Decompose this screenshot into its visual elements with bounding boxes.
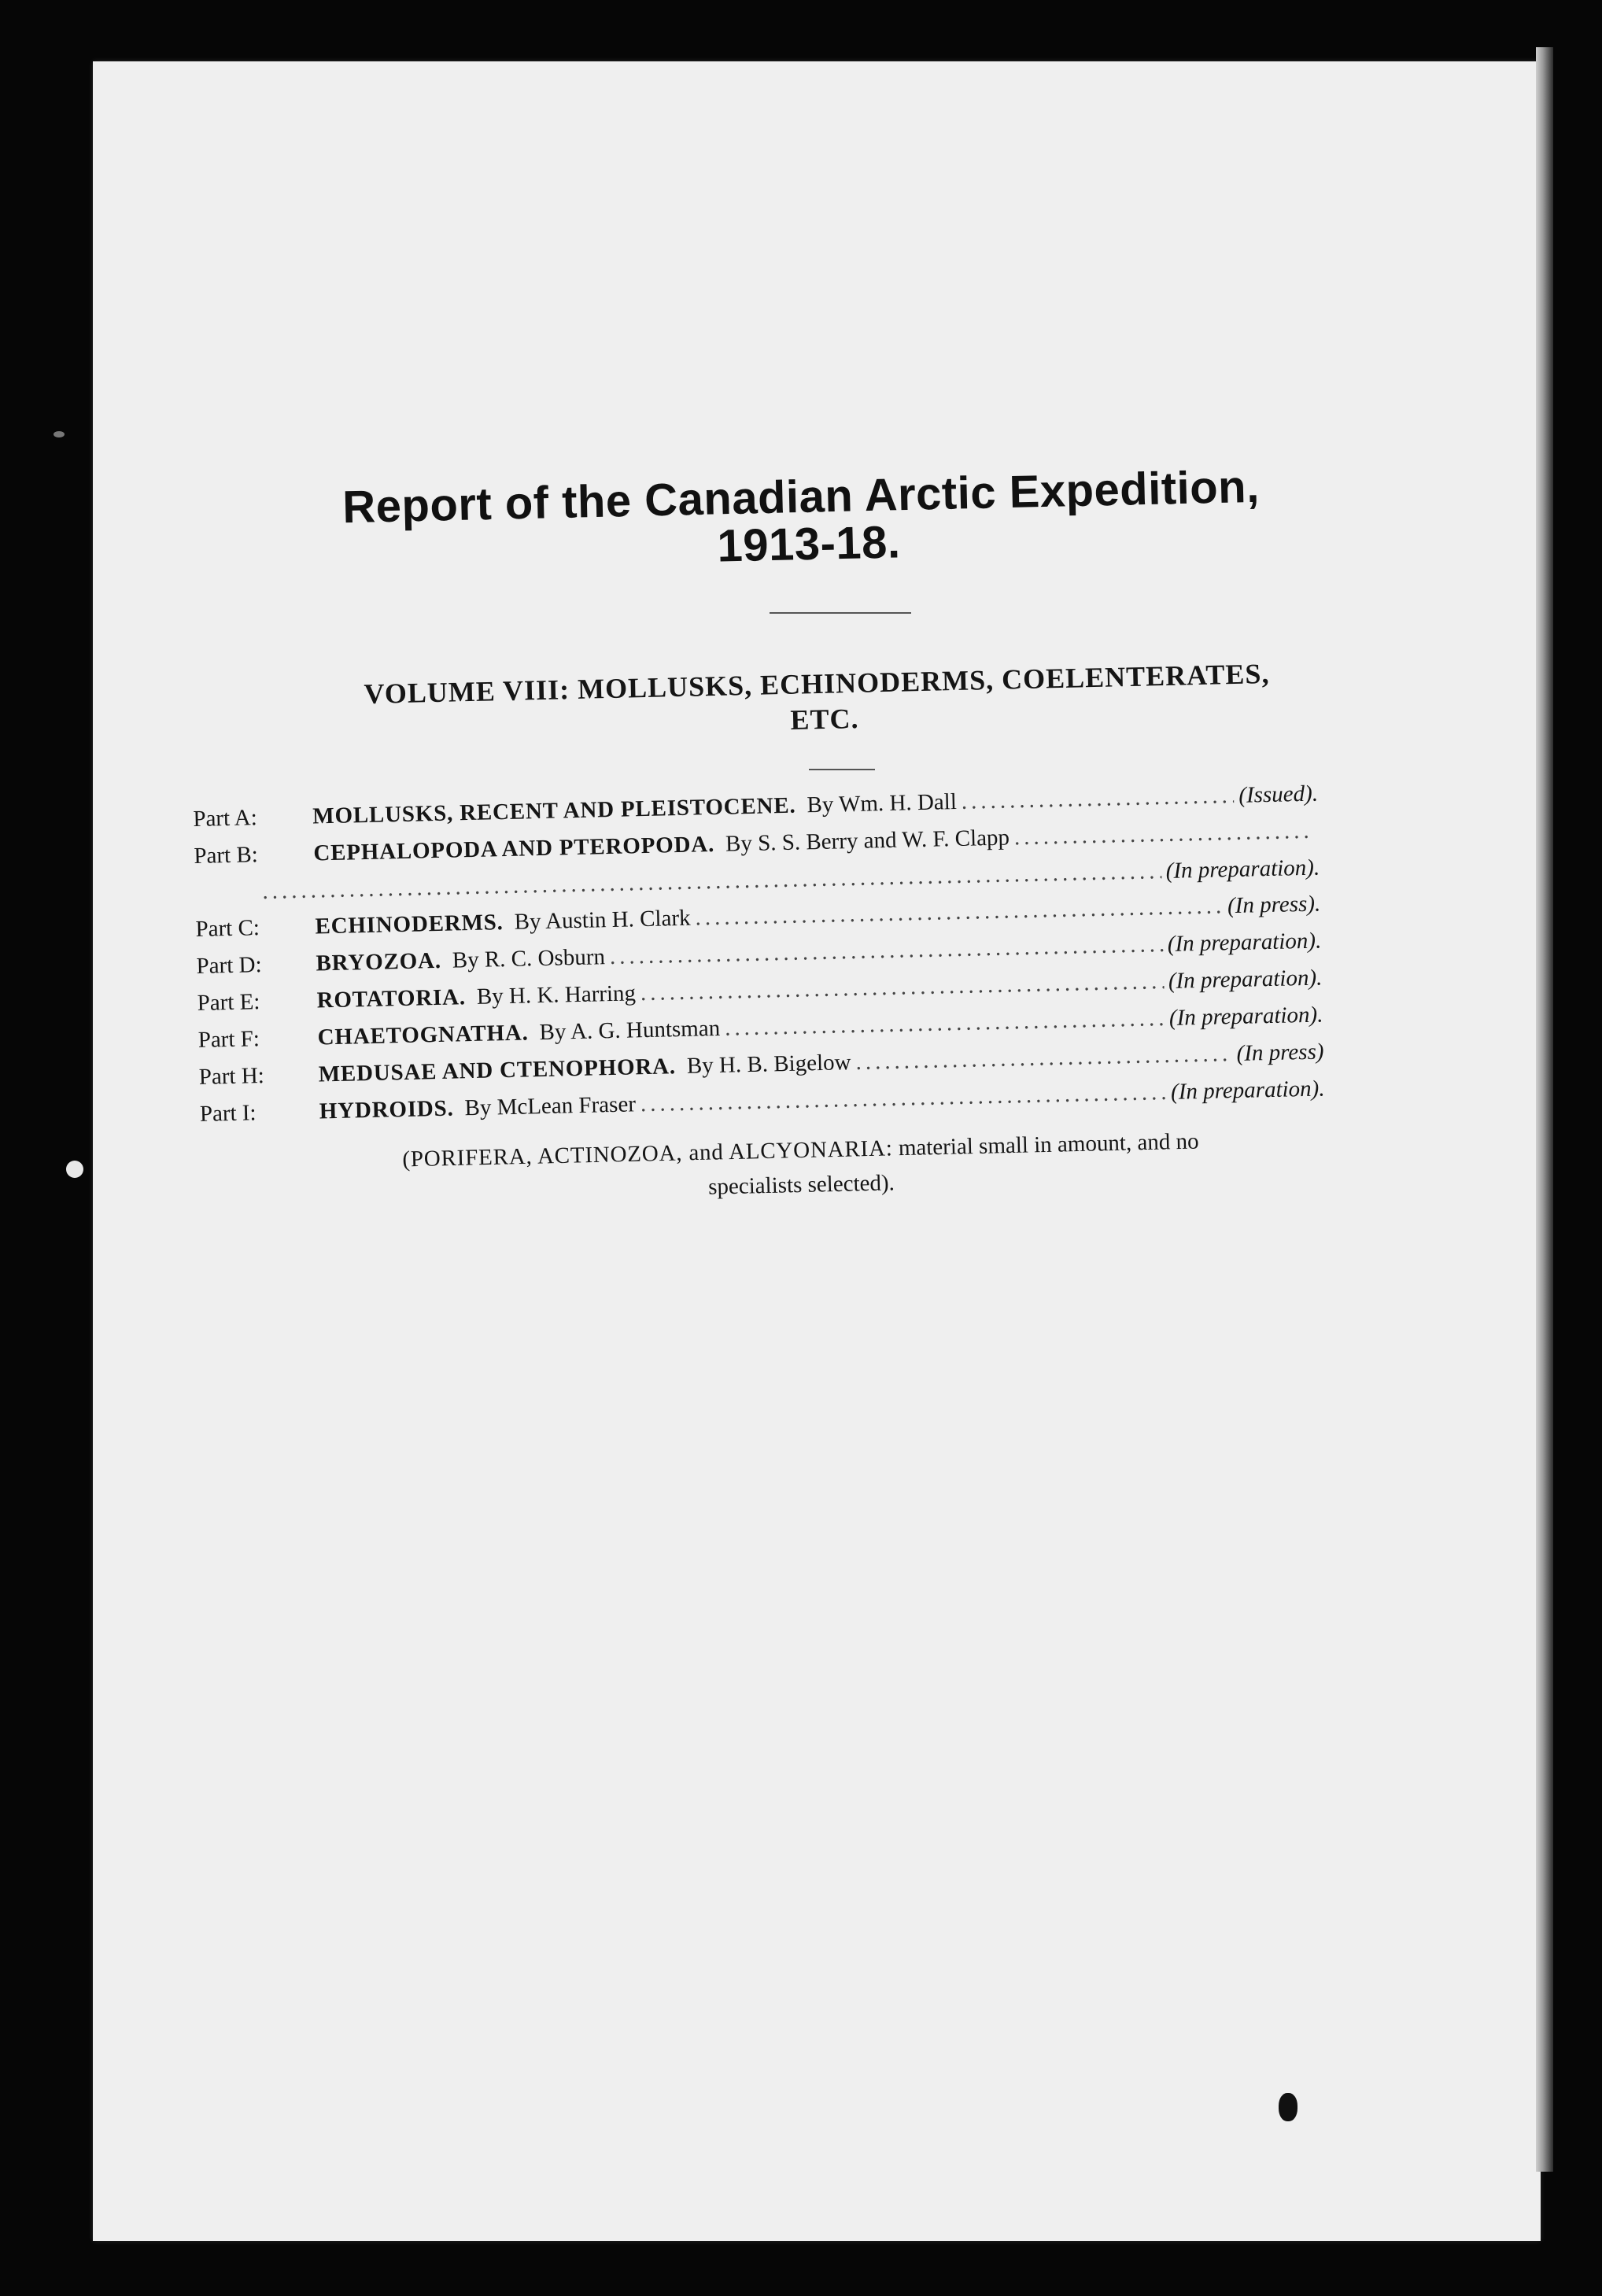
part-author: By Wm. H. Dall bbox=[807, 788, 958, 818]
title-line-2: 1913-18. bbox=[716, 516, 902, 572]
part-subject: BRYOZOA. bbox=[316, 947, 442, 976]
title-divider bbox=[770, 612, 911, 614]
note-line-2: specialists selected). bbox=[707, 1170, 895, 1200]
part-author: By R. C. Osburn bbox=[452, 944, 606, 973]
dot-leader bbox=[961, 783, 1234, 815]
part-label: Part C: bbox=[195, 915, 260, 942]
title-line-1: Report of the Canadian Arctic Expedition, bbox=[341, 460, 1261, 533]
part-subject: HYDROIDS. bbox=[319, 1095, 454, 1124]
part-status: (In preparation). bbox=[1165, 855, 1320, 884]
part-label: Part H: bbox=[198, 1063, 265, 1090]
part-subject: MOLLUSKS, RECENT AND PLEISTOCENE. bbox=[312, 792, 796, 829]
part-label: Part D: bbox=[196, 952, 262, 979]
part-label: Part A: bbox=[193, 805, 258, 832]
part-author: By McLean Fraser bbox=[464, 1091, 637, 1121]
parts-list bbox=[193, 781, 1325, 1139]
volume-divider bbox=[809, 769, 875, 770]
part-status: (In press). bbox=[1227, 891, 1321, 919]
part-label: Part F: bbox=[197, 1026, 260, 1053]
part-subject: ROTATORIA. bbox=[316, 984, 467, 1013]
part-author: By Austin H. Clark bbox=[514, 905, 691, 935]
part-status: (In press) bbox=[1236, 1039, 1324, 1066]
part-status: (In preparation). bbox=[1168, 965, 1323, 994]
part-label: Part B: bbox=[194, 842, 259, 869]
page-edge-shadow bbox=[1536, 47, 1553, 2172]
part-author: By A. G. Huntsman bbox=[539, 1015, 721, 1046]
paper-speck bbox=[54, 431, 65, 437]
part-label: Part E: bbox=[197, 989, 260, 1016]
part-subject: ECHINODERMS. bbox=[315, 910, 504, 939]
part-status: (In preparation). bbox=[1168, 1002, 1323, 1031]
note-groups: (PORIFERA, ACTINOZOA, and ALCYONARIA: bbox=[402, 1135, 893, 1172]
ink-blot bbox=[1279, 2093, 1297, 2121]
note-remark: material small in amount, and no bbox=[898, 1128, 1199, 1161]
part-status: (Issued). bbox=[1238, 781, 1319, 808]
part-status: (In preparation). bbox=[1167, 928, 1322, 957]
part-author: By H. K. Harring bbox=[476, 980, 637, 1010]
part-subject: CHAETOGNATHA. bbox=[317, 1020, 529, 1050]
part-label: Part I: bbox=[199, 1100, 257, 1127]
part-author: By H. B. Bigelow bbox=[686, 1050, 851, 1079]
part-author: By S. S. Berry and W. F. Clapp bbox=[725, 825, 1010, 857]
volume-line-1: VOLUME VIII: MOLLUSKS, ECHINODERMS, COELENTERATES, bbox=[364, 657, 1270, 711]
part-status: (In preparation). bbox=[1170, 1076, 1325, 1105]
part-subject: MEDUSAE AND CTENOPHORA. bbox=[318, 1054, 677, 1087]
part-subject: CEPHALOPODA AND PTEROPODA. bbox=[313, 831, 715, 866]
volume-line-2: ETC. bbox=[790, 703, 859, 736]
